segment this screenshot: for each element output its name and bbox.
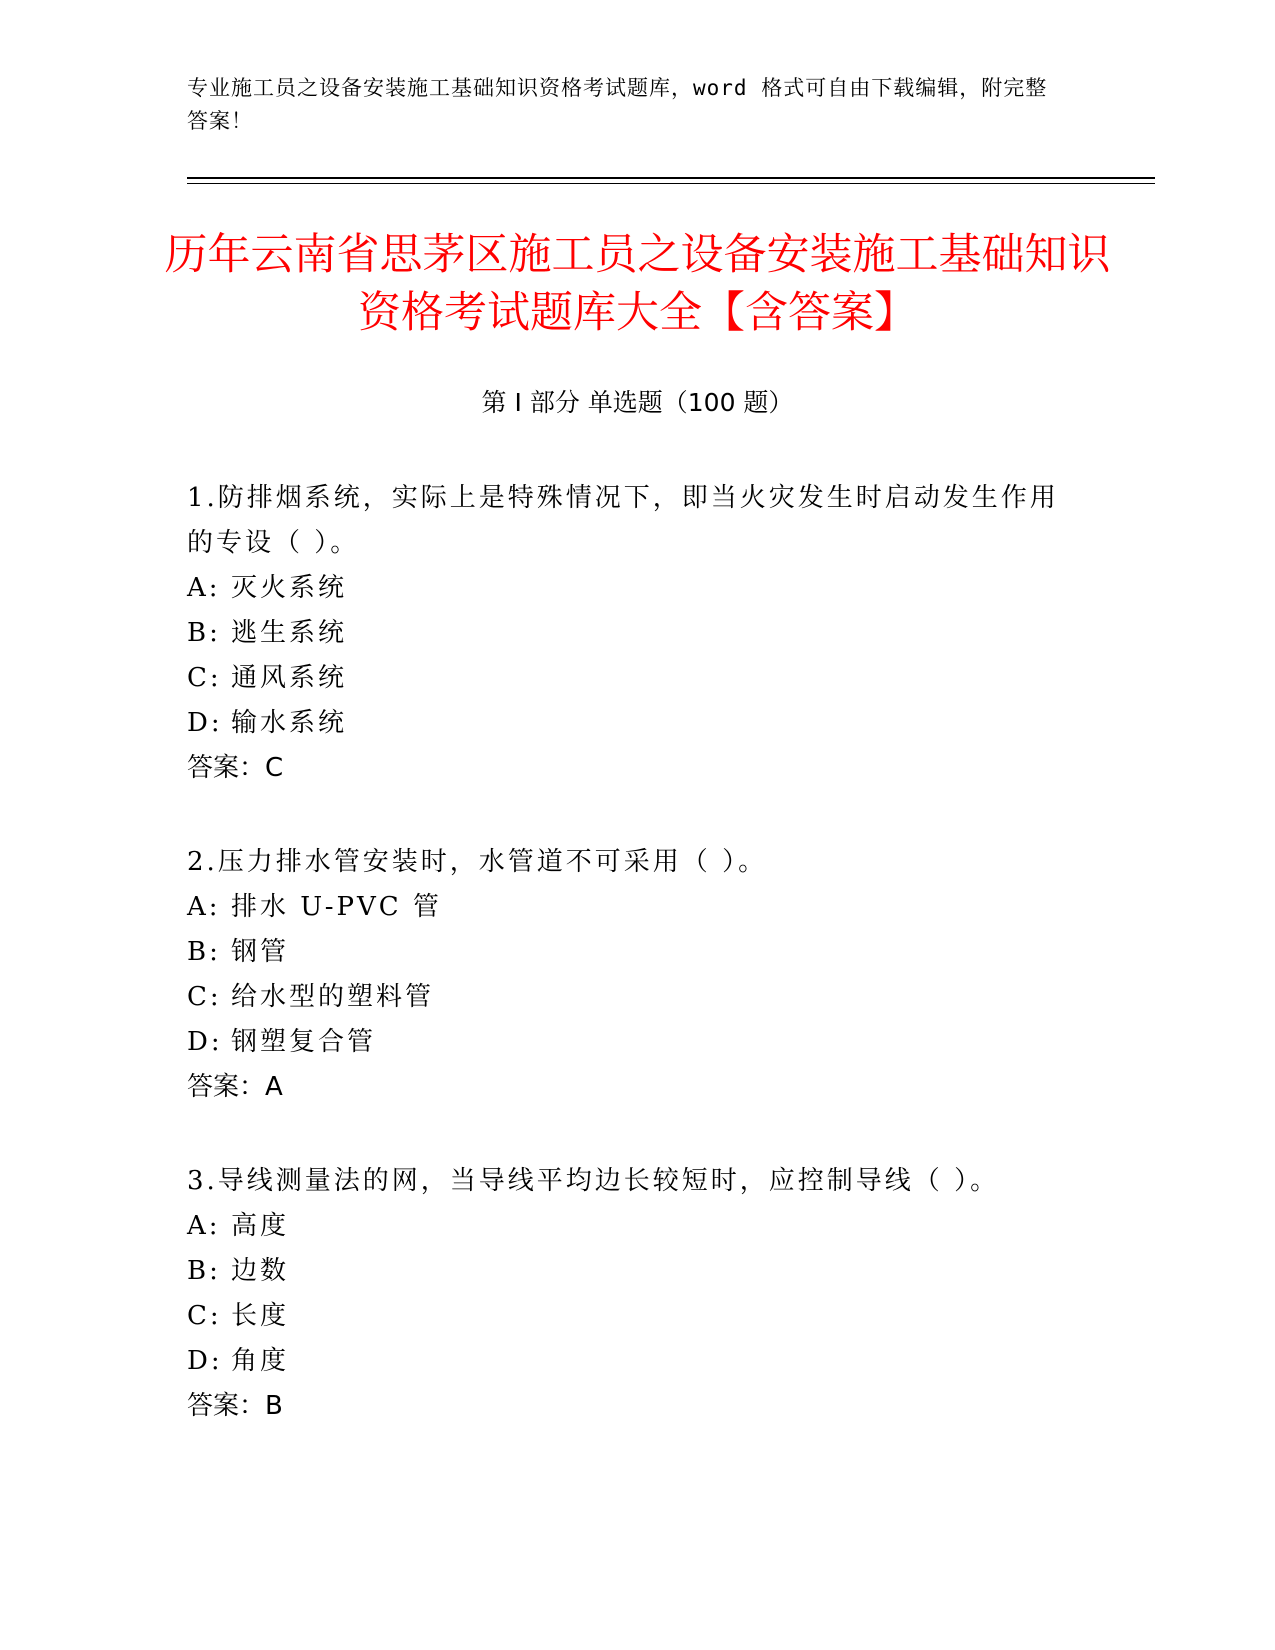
question-stem: 1.防排烟系统，实际上是特殊情况下，即当火灾发生时启动发生作用的专设（ ）。 [187, 483, 1059, 558]
option-text: 给水型的塑料管 [231, 982, 435, 1012]
option-letter: C: [187, 663, 222, 693]
option-letter: A: [187, 573, 221, 603]
section-title: 第 I 部分 单选题（100 题） [481, 388, 794, 417]
option-letter: C: [187, 982, 222, 1012]
document-title: 历年云南省思茅区施工员之设备安装施工基础知识资格考试题库大全【含答案】 [164, 230, 1111, 338]
option-d [187, 1020, 1067, 1065]
option-text: 灭火系统 [231, 573, 348, 603]
option-letter: B: [187, 618, 221, 648]
header-note: 专业施工员之设备安装施工基础知识资格考试题库，word 格式可自由下载编辑，附完整答案！ [187, 76, 1048, 133]
option-text: 钢管 [231, 937, 290, 967]
option-c [187, 656, 1067, 701]
question-1 [187, 476, 1067, 791]
question-stem: 3.导线测量法的网，当导线平均边长较短时，应控制导线（ ）。 [187, 1166, 1000, 1196]
option-a [187, 566, 1067, 611]
answer: 答案：A [187, 1072, 283, 1102]
option-letter: A: [187, 892, 221, 922]
header-divider-thin [187, 183, 1155, 184]
option-text: 长度 [231, 1301, 290, 1331]
option-b [187, 930, 1067, 975]
option-d [187, 1339, 1067, 1384]
option-letter: A: [187, 1211, 221, 1241]
option-b [187, 1249, 1067, 1294]
option-letter: D: [187, 1346, 223, 1376]
answer: 答案：B [187, 1391, 283, 1421]
answer: 答案：C [187, 753, 284, 783]
question-list [187, 476, 1067, 1478]
option-letter: B: [187, 1256, 221, 1286]
option-letter: C: [187, 1301, 222, 1331]
option-text: 逃生系统 [231, 618, 348, 648]
option-text: 通风系统 [231, 663, 348, 693]
option-a [187, 885, 1067, 930]
option-letter: D: [187, 708, 223, 738]
option-c [187, 1294, 1067, 1339]
option-text: 高度 [231, 1211, 290, 1241]
option-text: 排水 U-PVC 管 [231, 892, 442, 922]
option-text: 输水系统 [231, 708, 348, 738]
question-3 [187, 1159, 1067, 1429]
option-c [187, 975, 1067, 1020]
option-a [187, 1204, 1067, 1249]
question-2 [187, 840, 1067, 1110]
option-text: 边数 [231, 1256, 290, 1286]
option-b [187, 611, 1067, 656]
header-divider-thick [187, 177, 1155, 179]
option-letter: D: [187, 1027, 223, 1057]
option-d [187, 701, 1067, 746]
question-stem: 2.压力排水管安装时，水管道不可采用（ ）。 [187, 847, 768, 877]
option-text: 钢塑复合管 [231, 1027, 377, 1057]
option-letter: B: [187, 937, 221, 967]
option-text: 角度 [231, 1346, 290, 1376]
